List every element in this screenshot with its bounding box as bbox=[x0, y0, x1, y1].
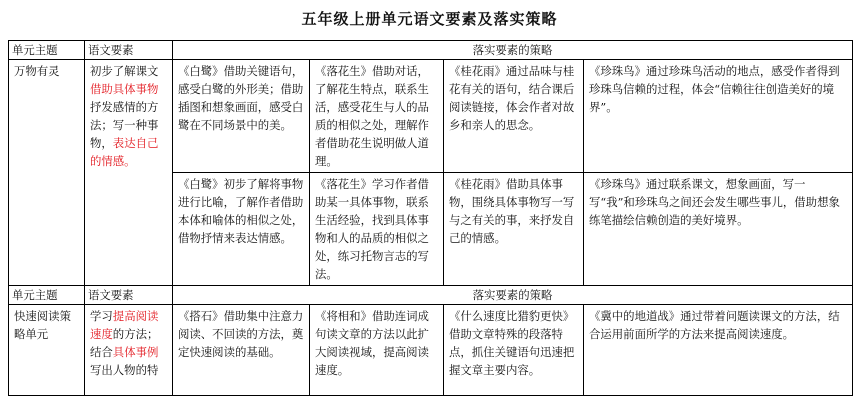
header-strategy: 落实要素的策略 bbox=[173, 41, 853, 60]
strategy-cell: 《搭石》借助集中注意力阅读、不回读的方法，奠定快速阅读的基础。 bbox=[173, 305, 310, 396]
unit-theme-cell: 快速阅读策略单元 bbox=[9, 305, 85, 396]
element-highlight: 具体事例 bbox=[112, 345, 159, 359]
strategy-cell: 《珍珠鸟》通过联系课文，想象画面，写一写“我”和珍珠鸟之间还会发生哪些事儿，借助想象练笔描绘信赖创造的美好境界。 bbox=[584, 173, 853, 286]
table-row bbox=[9, 60, 853, 173]
strategy-cell: 《白鹭》初步了解将事物进行比喻，了解作者借助本体和喻体的相似之处，借物抒情来表达情感。 bbox=[173, 173, 310, 286]
strategy-cell: 《落花生》借助对话，了解花生特点，联系生活，感受花生与人的品质的相似之处，理解作者借助花生说明做人道理。 bbox=[310, 60, 444, 173]
language-element-cell bbox=[85, 60, 173, 286]
strategy-table bbox=[8, 40, 853, 396]
element-highlight: 借助具体事物 bbox=[90, 82, 159, 96]
strategy-cell: 《桂花雨》借助具体事物，围绕具体事物写一写与之有关的事，来抒发自己的情感。 bbox=[444, 173, 584, 286]
page-title: 五年级上册单元语文要素及落实策略 bbox=[301, 10, 558, 28]
strategy-cell: 《白鹭》借助关键语句，感受白鹭的外形美；借助插图和想象画面，感受白鹭在不同场景中的美。 bbox=[173, 60, 310, 173]
element-highlight: 表达自己的情感。 bbox=[90, 136, 159, 168]
strategy-cell: 《什么速度比猎豹更快》借助文章特殊的段落特点，抓住关键语句迅速把握文章主要内容。 bbox=[444, 305, 584, 396]
element-text: 初步了解课文 bbox=[90, 64, 159, 78]
element-text: 的方法；结合 bbox=[90, 327, 159, 359]
strategy-cell: 《冀中的地道战》通过带着问题读课文的方法，结合运用前面所学的方法来提高阅读速度。 bbox=[584, 305, 853, 396]
header-row bbox=[9, 286, 853, 305]
header-unit-theme: 单元主题 bbox=[9, 41, 85, 60]
strategy-cell: 《桂花雨》通过品味与桂花有关的语句，结合课后阅读链接，体会作者对故乡和亲人的思念。 bbox=[444, 60, 584, 173]
strategy-cell: 《将相和》借助连词成句读文章的方法以此扩大阅读视域，提高阅读速度。 bbox=[310, 305, 444, 396]
unit-theme-cell: 万物有灵 bbox=[9, 60, 85, 286]
element-text: 抒发感情的方法；写一种事物， bbox=[90, 100, 159, 150]
element-text: 写出人物的特 bbox=[90, 363, 159, 377]
element-highlight: 提高阅读速度 bbox=[90, 309, 159, 341]
header-language-element: 语文要素 bbox=[85, 286, 173, 305]
header-language-element: 语文要素 bbox=[85, 41, 173, 60]
language-element-cell bbox=[85, 305, 173, 396]
header-strategy: 落实要素的策略 bbox=[173, 286, 853, 305]
header-unit-theme: 单元主题 bbox=[9, 286, 85, 305]
strategy-cell: 《落花生》学习作者借助某一具体事物，联系生活经验，找到具体事物和人的品质的相似之处，练习托物言志的写法。 bbox=[310, 173, 444, 286]
header-row bbox=[9, 41, 853, 60]
element-text: 学习 bbox=[90, 309, 113, 323]
table-row bbox=[9, 305, 853, 396]
strategy-cell: 《珍珠鸟》通过珍珠鸟活动的地点，感受作者得到珍珠鸟信赖的过程，体会“信赖往往创造美好的境界”。 bbox=[584, 60, 853, 173]
